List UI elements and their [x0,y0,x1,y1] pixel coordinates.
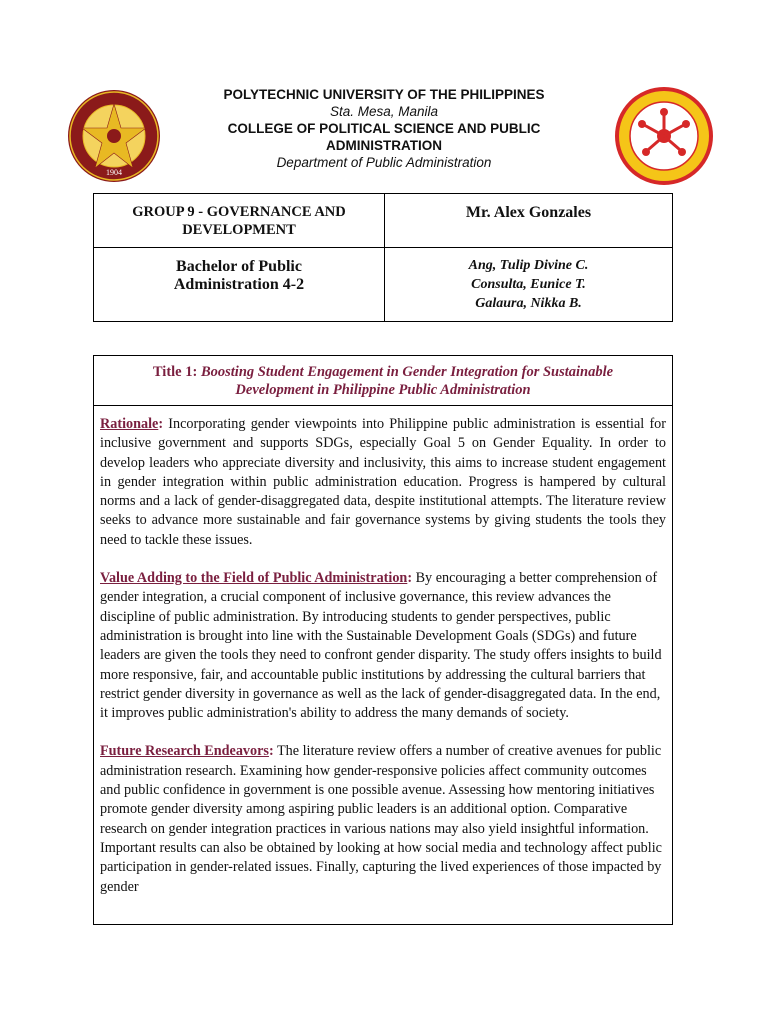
member-name: Consulta, Eunice T. [471,277,586,292]
member-name: Ang, Tulip Divine C. [468,258,589,273]
college-seal-icon [612,86,716,186]
future-research-section [100,742,666,896]
group-title-line2: DEVELOPMENT [182,222,296,238]
seal-year: 1904 [106,168,122,177]
college-name-line1: COLLEGE OF POLITICAL SCIENCE AND PUBLIC [227,121,541,136]
value-adding-section [100,569,666,723]
section-colon: : [268,743,274,760]
member-name: Galaura, Nikka B. [475,296,582,311]
program-cell [94,248,385,322]
pup-seal-icon [66,88,162,184]
section-heading: Value Adding to the Field of Public Administration [100,570,408,587]
adviser-cell [385,194,673,248]
program-line2: Administration 4-2 [173,276,305,293]
section-body: The literature review offers a number of creative avenues for public administration research. Examining how gender-responsive policies affect community outcomes and public confidence in government is one possible avenue. Assessing how mentoring initiatives promote gender diversity among aspiring public leaders is an additional option. Comparative research on gender integration practices in various nations may also yield insightful information. Important results can also be obtained by looking at how social media and technology affect public participation in gender-related issues. Finally, capturing the lived experiences of those impacted by gender [100,743,662,895]
college-name-line2: ADMINISTRATION [326,138,442,153]
section-body: By encouraging a better comprehension of gender integration, a crucial component of inclusive governance, this review advances the discipline of public administration. By introducing students to gender perspectives, public administration is brought into line with the Sustainable Development Goals (SDGs) and future leaders are given the tools they need to confront gender disparity. The study offers insights to build more responsive, fair, and accountable public institutions by addressing the cultural barriers that restrict gender diversity in governance as well as the lack of gender-disaggregated data. In the end, it improves public administration's ability to address the many demands of society. [100,570,662,722]
group-title-cell [94,194,385,248]
title-text: Boosting Student Engagement in Gender Integration for Sustainable Development in Philippine Public Administration [200,364,614,398]
document-header [180,86,588,171]
proposal-title [94,356,672,406]
university-name: POLYTECHNIC UNIVERSITY OF THE PHILIPPINES [223,87,545,102]
rationale-section [100,415,666,550]
program-line1: Bachelor of Public [176,258,302,275]
section-heading: Rationale [100,416,159,432]
section-heading: Future Research Endeavors [100,743,269,760]
section-colon: : [407,570,413,587]
proposal-box [93,355,673,925]
members-cell [385,248,673,322]
section-colon: : [158,416,164,432]
university-location: Sta. Mesa, Manila [329,104,439,119]
proposal-content [94,406,672,897]
group-title-line1: GROUP 9 - GOVERNANCE AND [132,204,346,220]
adviser-name: Mr. Alex Gonzales [465,204,592,221]
title-label: Title 1: [152,364,198,380]
group-info-table [93,193,673,322]
department-name: Department of Public Administration [276,155,492,170]
section-body: Incorporating gender viewpoints into Philippine public administration is essential for inclusive government and supports SDGs, especially Goal 5 on Gender Equality. In order to develop leaders who appreciate diversity and inclusivity, this aims to increase student engagement in gender integration within public administration education. Progress is hampered by cultural norms and a lack of gender-disaggregated data, despite institutional attempts. The literature review seeks to advance more sustainable and fair governance systems by giving students the tools they need to tackle these issues. [100,416,666,548]
